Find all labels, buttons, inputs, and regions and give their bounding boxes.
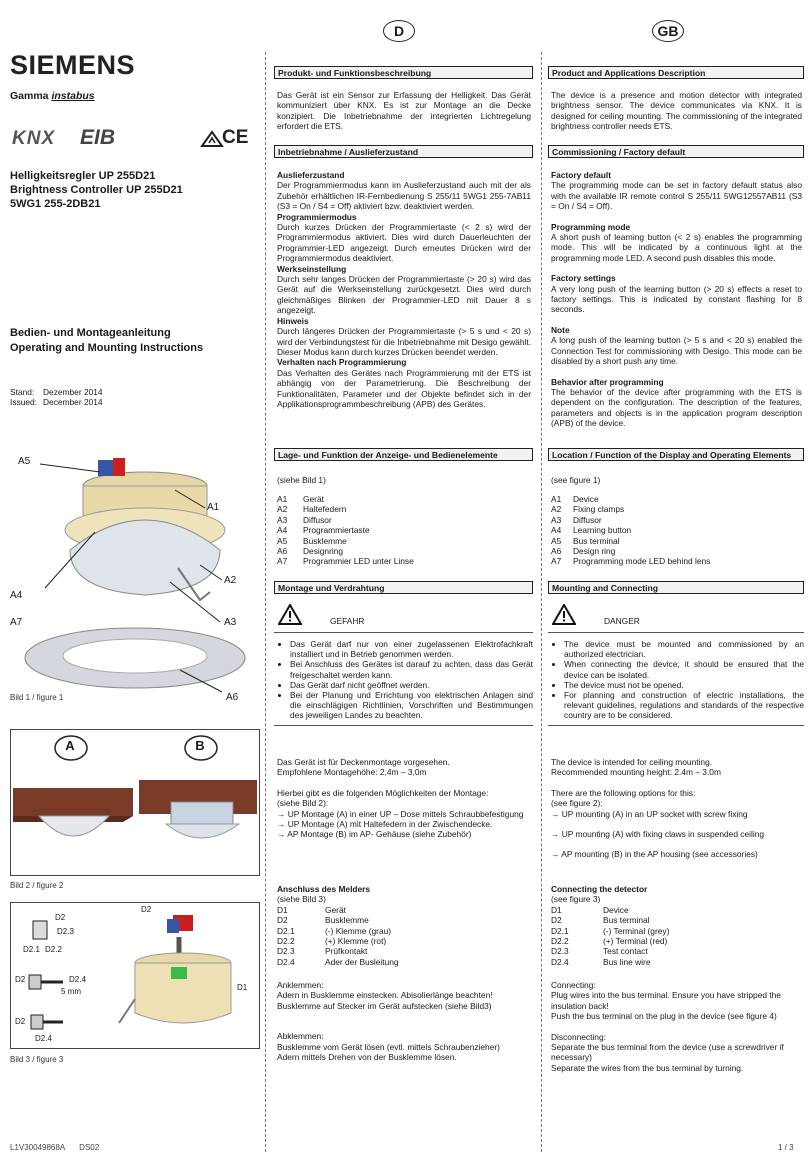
de-heading-product: Produkt- und Funktionsbeschreibung bbox=[274, 66, 533, 79]
en-mounting-text: The device is intended for ceiling mounting. Recommended mounting height: 2.4m – 3.0m There are the following options for this: (see figure 2): → UP mounting (A) in an UP socket with screw fixing → UP mounting (A) with fixing claws in suspended ceiling → AP mounting (B) in the AP housing (see accessories) bbox=[551, 757, 765, 860]
de-heading-commissioning: Inbetriebnahme / Auslieferzustand bbox=[274, 145, 533, 158]
column-separator-mid bbox=[541, 52, 542, 1152]
column-separator-left bbox=[265, 52, 266, 1152]
issue-date: Stand: Dezember 2014 Issued: December 2014 bbox=[10, 387, 103, 408]
figure-3-caption: Bild 3 / figure 3 bbox=[10, 1055, 64, 1064]
list-item: D2 Bus terminal bbox=[551, 915, 650, 926]
list-item: A1 Gerät bbox=[277, 494, 324, 504]
en-see-figure-1: (see figure 1) bbox=[551, 475, 601, 485]
de-see-figure-1: (siehe Bild 1) bbox=[277, 475, 326, 485]
fig3-label-d2-device: D2 bbox=[141, 905, 152, 914]
en-safety-bullets: • The device must be mounted and commissioned by an authorized electrician. • When connecting the device, it should be ensured that the device can be isolated. • The device must not be opened. • For planning and construction of electric installations, the relevant guidelines, regulations and standards of the respective country are to be considered. bbox=[548, 632, 804, 726]
lang-gb-marker: GB bbox=[652, 20, 684, 42]
de-mounting-text: Das Gerät ist für Deckenmontage vorgesehen. Empfohlene Montagehöhe: 2,4m – 3,0m Hierbei gibt es die folgenden Möglichkeiten der Montage: (siehe Bild 2): → UP Montage (A) in einer UP – Dose mittels Schraubbefestigung → UP Montage (A) mit Haltefedern in der Zwischendecke. → AP Montage (B) im AP- Gehäuse (siehe Zubehör) bbox=[277, 757, 524, 840]
fig3-label-d24-mid: D2.4 bbox=[69, 975, 86, 984]
knx-logo: KNX bbox=[12, 128, 56, 149]
fig3-label-d21: D2.1 bbox=[23, 945, 40, 954]
de-terminal-instructions: Anklemmen: Adern in Busklemme einstecken. Abisolierlänge beachten! Busklemme auf Stecker im Gerät aufstecken (siehe Bild3) Abklemmen: Busklemme vom Gerät lösen (evtl. mittels Schraubenzieher) Adern mittels Drehen von der Busklemme lösen. bbox=[277, 980, 500, 1063]
en-heading-mounting: Mounting and Connecting bbox=[548, 581, 804, 594]
list-item: D2 Busklemme bbox=[277, 915, 369, 926]
fig3-label-d2-bot: D2 bbox=[15, 1017, 26, 1026]
en-heading-product: Product and Applications Description bbox=[548, 66, 804, 79]
fig3-label-d1: D1 bbox=[237, 983, 248, 992]
de-commissioning-text: Auslieferzustand Der Programmiermodus kann im Auslieferzustand auch mit der als Zubehör erhältlichen IR-Fernbedienung S 255/11 5WG1 255-7AB11 (S3 = On / S4 = Off) aktiviert bzw. deaktiviert werden. Programmiermodus Durch kurzes Drücken der Programmiertaste (< 2 s) wird der Programmiermodus aktiviert. Dies wird durch Dauerleuchten der Programmier-LED angezeigt. Durch erneutes Drücken wird der Programmiermodus deaktiviert. Werkseinstellung Durch sehr langes Drücken der Programmiertaste (> 20 s) wird das Gerät auf die Werkseinstellung zurückgesetzt. Dies wird durch gleichmäßiges Blinken der Programmier-LED mit Dauer 8 s angezeigt. Hinweis Durch längeres Drücken der Programmiertaste (> 5 s und < 20 s) wird der Verbindungstest für die Inbetriebnahme mit Desigo gewählt. Dieser Modus kann durch kurzes Drücken beendet werden. Verhalten nach Programmierung Das Verhalten des Gerätes nach Programmierung mit der ETS ist abhängig von der Parametrierung. Die Beschreibung der Funktionalitäten, Parameter und der Objekte befindet sich in der Applikationsprogrammbeschreibung (APB) des Gerätes. bbox=[277, 170, 531, 409]
de-heading-mounting: Montage und Verdrahtung bbox=[274, 581, 533, 594]
fig3-label-d23: D2.3 bbox=[57, 927, 74, 936]
fig1-label-a7: A7 bbox=[10, 617, 23, 628]
ce-mark: CE bbox=[222, 127, 249, 148]
fig1-label-a4: A4 bbox=[10, 590, 23, 601]
fig1-label-a5: A5 bbox=[18, 456, 31, 467]
list-item: A5 Bus terminal bbox=[551, 535, 620, 546]
figure-2-caption: Bild 2 / figure 2 bbox=[10, 881, 64, 890]
fig1-label-a3: A3 bbox=[224, 617, 237, 628]
list-item: A7 Programming mode LED behind lens bbox=[551, 556, 711, 567]
list-item: A6 Designring bbox=[277, 546, 344, 557]
fig1-label-a6: A6 bbox=[226, 692, 239, 703]
list-item: D2.2 (+) Terminal (red) bbox=[551, 936, 668, 947]
list-item: A2 Fixing clamps bbox=[551, 504, 625, 515]
fig2-label-a: A bbox=[65, 738, 75, 753]
fig1-label-a2: A2 bbox=[224, 575, 237, 586]
en-heading-elements: Location / Function of the Display and Operating Elements bbox=[548, 448, 804, 461]
en-danger-label: DANGER bbox=[604, 616, 640, 626]
list-item: D2.2 (+) Klemme (rot) bbox=[277, 936, 387, 947]
list-item: A3 Diffusor bbox=[551, 514, 602, 525]
product-line: Gamma instabus bbox=[10, 90, 95, 102]
en-product-description: The device is a presence and motion detector with integrated brightness sensor. The device communicates via KNX. It is designed for ceiling mounting. The commissioning of the integrated brightness controller needs ETS. bbox=[551, 90, 802, 132]
footer-doc-number: L1V30049868A DS02 bbox=[10, 1143, 100, 1152]
en-terminal-instructions: Connecting: Plug wires into the bus terminal. Ensure you have stripped the insulation back! Push the bus terminal on the plug in the device (see figure 4) Disconnecting: Separate the bus terminal from the device (use a screwdriver if necessary) Separate the wires from the bus terminal by turning. bbox=[551, 980, 784, 1073]
list-item: D1 Device bbox=[551, 904, 629, 915]
en-connection-section: Connecting the detector (see figure 3) D1 Device D2 Bus terminal D2.1 (-) Terminal (grey) D2.2 (+) Terminal (red) D2.3 Test contact D2.4 Bus line wire bbox=[551, 884, 670, 967]
list-item: A4 Programmiertaste bbox=[277, 525, 370, 536]
fig3-label-d2-mid: D2 bbox=[15, 975, 26, 984]
manual-title: Bedien- und Montageanleitung Operating and Mounting Instructions bbox=[10, 327, 204, 354]
list-item: A2 Haltefedern bbox=[277, 504, 347, 515]
figure-3 bbox=[10, 902, 260, 1049]
list-item: A3 Diffusor bbox=[277, 514, 332, 525]
fig2-label-b: B bbox=[195, 738, 205, 753]
list-item: D2.1 (-) Klemme (grau) bbox=[277, 925, 392, 936]
de-product-description: Das Gerät ist ein Sensor zur Erfassung der Helligkeit. Das Gerät kommuniziert über KNX. Es ist zur Montage an die Decke konzipiert. Die Inbetriebnahme der integrierten Lichtregelung erfordert die ETS. bbox=[277, 90, 531, 132]
en-commissioning-text: Factory default The programming mode can be set in factory default status also with the available IR remote control S 255/11 5WG12557AB11 (S3 = On / S4 = Off). Programming mode A short push of learning button (< 2 s) enables the programming mode. This will be indicated by a continuous light at the programming mode LED. A second push disables this mode. Factory settings A very long push of the learning button (> 20 s) effects a reset to factory settings. This is indicated by constant flashing for 8 seconds. Note A long push of the learning button (> 5 s and < 20 s) enabled the Connection Test for commissioning with Desigo. This mode can be disabled by a short push any time. Behavior after programming The behavior of the device after programming with the ETS is dependent on the configuration. The description of the features, parameters and objects is in the application program description (APB) of the device. bbox=[551, 170, 802, 429]
de-danger-label: GEFAHR bbox=[330, 616, 365, 626]
rcm-mark-icon bbox=[200, 130, 224, 153]
figure-2 bbox=[10, 729, 260, 876]
list-item: A5 Busklemme bbox=[277, 535, 347, 546]
list-item: D2.3 Prüfkontakt bbox=[277, 946, 368, 957]
list-item: D2.1 (-) Terminal (grey) bbox=[551, 925, 670, 936]
list-item: D2.4 Ader der Busleitung bbox=[277, 956, 399, 967]
fig1-label-a1: A1 bbox=[207, 502, 220, 513]
de-elements-list bbox=[277, 494, 414, 567]
footer-page-number: 1 / 3 bbox=[778, 1143, 794, 1152]
fig3-label-d2-top: D2 bbox=[55, 913, 66, 922]
product-title: Helligkeitsregler UP 255D21 Brightness Controller UP 255D21 5WG1 255-2DB21 bbox=[10, 170, 183, 210]
de-safety-bullets: • Das Gerät darf nur von einer zugelassenen Elektrofachkraft installiert und in Betrieb genommen werden. • Bei Anschluss des Gerätes ist darauf zu achten, dass das Gerät freigeschaltet werden kann. • Das Gerät darf nicht geöffnet werden. • Bei der Planung und Errichtung von elektrischen Anlagen sind die einschlägigen Richtlinien, Vorschriften und Bestimmungen des jeweiligen Landes zu beachten. bbox=[274, 632, 533, 726]
list-item: A4 Learning button bbox=[551, 525, 632, 536]
eib-logo: EIB bbox=[80, 126, 116, 149]
de-heading-elements: Lage- und Funktion der Anzeige- und Bedienelemente bbox=[274, 448, 533, 461]
en-elements-list bbox=[551, 494, 710, 567]
en-heading-commissioning: Commissioning / Factory default bbox=[548, 145, 804, 158]
list-item: A7 Programmier LED unter Linse bbox=[277, 556, 414, 567]
warning-triangle-icon bbox=[278, 604, 302, 630]
siemens-logo: SIEMENS bbox=[10, 50, 136, 80]
figure-1 bbox=[10, 450, 260, 710]
list-item: A1 Device bbox=[551, 494, 599, 504]
lang-de-marker: D bbox=[383, 20, 415, 42]
list-item: D2.4 Bus line wire bbox=[551, 956, 651, 967]
list-item: D2.3 Test contact bbox=[551, 946, 648, 957]
list-item: A6 Design ring bbox=[551, 546, 616, 557]
fig3-label-d24-bot: D2.4 bbox=[35, 1034, 52, 1043]
fig3-label-d22: D2.2 bbox=[45, 945, 62, 954]
de-connection-section: Anschluss des Melders (siehe Bild 3) D1 Gerät D2 Busklemme D2.1 (-) Klemme (grau) D2.2 (+) Klemme (rot) D2.3 Prüfkontakt D2.4 Ader der Busleitung bbox=[277, 884, 399, 967]
figure-1-caption: Bild 1 / figure 1 bbox=[10, 693, 64, 702]
fig3-label-5mm: 5 mm bbox=[61, 987, 81, 996]
warning-triangle-icon bbox=[552, 604, 576, 630]
list-item: D1 Gerät bbox=[277, 904, 346, 915]
